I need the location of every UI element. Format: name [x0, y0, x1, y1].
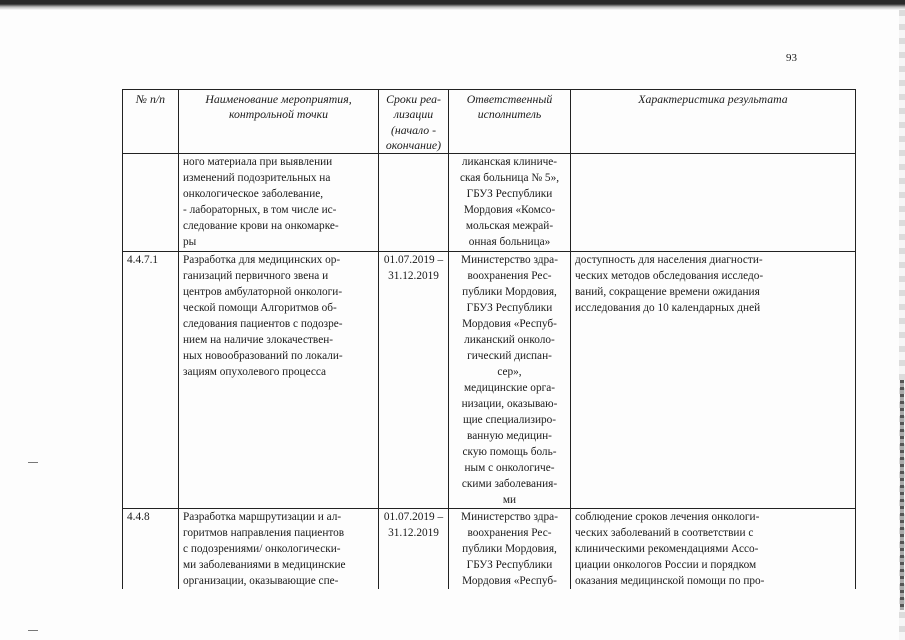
- cell-term-line: 31.12.2019: [388, 527, 439, 540]
- cell-responsible-line: воохранения Рес-: [467, 527, 552, 540]
- cell-name-line: онкологическое заболевание,: [183, 188, 324, 201]
- cell-responsible-line: Мордовия «Респуб-: [462, 317, 557, 330]
- table-row: [123, 251, 856, 509]
- cell-responsible-line: Мордовия «Комсо-: [463, 204, 556, 217]
- cell-responsible-line: ми: [502, 493, 517, 506]
- table-header-row: [123, 90, 856, 154]
- cell-name-line: следования пациентов с подозре-: [183, 317, 343, 330]
- header-num: № п/п: [123, 90, 179, 154]
- cell-num: [123, 154, 179, 251]
- page-number: 93: [786, 52, 797, 64]
- cell-responsible-line: сер»,: [497, 365, 522, 378]
- scan-edge-mark: [900, 380, 904, 610]
- scan-right-edge: [899, 10, 905, 640]
- cell-result: [571, 251, 856, 509]
- header-term-line: лизации: [393, 107, 434, 122]
- cell-name-line: ры: [183, 236, 197, 249]
- cell-name-line: следование крови на онкомарке-: [183, 220, 339, 233]
- cell-responsible: [449, 251, 571, 509]
- cell-term: [379, 509, 449, 590]
- cell-responsible-line: ГБУЗ Республики: [466, 188, 553, 201]
- cell-responsible-line: скими заболевания-: [461, 477, 558, 490]
- cell-term-line: 01.07.2019 –: [383, 511, 444, 523]
- cell-name-line: ного материала при выявлении: [183, 156, 333, 169]
- cell-name-line: изменений подозрительных на: [183, 172, 331, 185]
- cell-responsible-line: медицинские орга-: [463, 381, 556, 394]
- cell-responsible-line: Министерство здра-: [461, 253, 558, 266]
- cell-name-line: организации, оказывающие спе-: [183, 575, 339, 588]
- scan-margin-mark: [28, 630, 38, 631]
- cell-num: 4.4.7.1: [123, 251, 179, 509]
- cell-name-line: с подозрениями/ онкологически-: [183, 543, 341, 556]
- cell-responsible-line: скую помощь боль-: [462, 445, 557, 458]
- cell-result-line: циации онкологов России и порядком: [575, 559, 757, 572]
- table-row: [123, 509, 856, 590]
- cell-responsible-line: онная больница»: [468, 236, 551, 249]
- cell-responsible: [449, 154, 571, 251]
- cell-responsible-line: ская больница № 5»,: [459, 172, 560, 185]
- cell-result-line: соблюдение сроков лечения онкологи-: [575, 511, 760, 523]
- cell-result-line: исследования до 10 календарных дней: [575, 301, 761, 314]
- cell-responsible-line: публики Мордовия,: [462, 285, 557, 298]
- cell-responsible-line: ГБУЗ Республики: [466, 301, 553, 314]
- cell-responsible-line: Министерство здра-: [461, 511, 558, 523]
- cell-name-line: - лабораторных, в том числе ис-: [183, 204, 337, 217]
- cell-responsible-line: воохранения Рес-: [467, 269, 552, 282]
- cell-responsible-line: публики Мордовия,: [462, 543, 557, 556]
- header-responsible-line: Ответственный: [466, 92, 553, 106]
- header-name-line: контрольной точки: [228, 107, 329, 122]
- cell-responsible-line: низации, оказываю-: [461, 397, 558, 410]
- cell-responsible-line: ным с онкологиче-: [464, 461, 555, 474]
- cell-term: [379, 154, 449, 251]
- header-term-line: Сроки реа-: [386, 92, 441, 106]
- cell-responsible: [449, 509, 571, 590]
- header-name: [179, 90, 379, 154]
- cell-result-line: оказания медицинской помощи по про-: [575, 575, 765, 588]
- header-responsible-line: исполнитель: [477, 107, 542, 122]
- cell-result-line: ваний, сокращение времени ожидания: [575, 285, 760, 298]
- cell-name-line: Разработка для медицинских ор-: [183, 253, 341, 266]
- cell-name: [179, 251, 379, 509]
- cell-term: [379, 251, 449, 509]
- cell-result-line: ческих методов обследования исследо-: [575, 269, 764, 282]
- cell-num: 4.4.8: [123, 509, 179, 590]
- header-name-line: Наименование мероприятия,: [205, 92, 352, 106]
- cell-result-line: ческих заболеваний в соответствии с: [575, 527, 754, 540]
- cell-name-line: зациям опухолевого процесса: [183, 365, 327, 378]
- cell-responsible-line: щие специализиро-: [462, 413, 557, 426]
- cell-result-line: клиническими рекомендациями Ассо-: [575, 543, 759, 556]
- cell-name-line: горитмов направления пациентов: [183, 527, 345, 540]
- cell-responsible-line: ликанский онколо-: [464, 333, 555, 346]
- cell-responsible-line: ванную медицин-: [467, 429, 552, 442]
- measures-table: [122, 89, 856, 589]
- cell-name-line: ных новообразований по локали-: [183, 349, 343, 362]
- table-row: [123, 154, 856, 251]
- cell-name: [179, 509, 379, 590]
- header-result: Характеристика результата: [571, 90, 856, 154]
- cell-result: [571, 509, 856, 590]
- cell-responsible-line: ГБУЗ Республики: [466, 559, 553, 572]
- cell-name-line: Разработка маршрутизации и ал-: [183, 511, 342, 523]
- cell-responsible-line: Мордовия «Респуб-: [462, 575, 557, 588]
- cell-responsible-line: мольская межрай-: [465, 220, 554, 233]
- cell-responsible-line: гический диспан-: [467, 349, 552, 362]
- scan-margin-mark: [28, 462, 38, 463]
- cell-term-line: 31.12.2019: [388, 269, 439, 282]
- header-term: [379, 90, 449, 154]
- header-responsible: [449, 90, 571, 154]
- cell-name-line: нием на наличие злокачествен-: [183, 333, 334, 346]
- cell-name-line: ганизаций первичного звена и: [183, 269, 329, 282]
- header-term-line: окончание): [385, 137, 442, 152]
- cell-name-line: ческой помощи Алгоритмов об-: [183, 301, 337, 314]
- header-term-line: (начало -: [390, 122, 437, 137]
- cell-responsible-line: ликанская клиниче-: [461, 156, 558, 169]
- cell-name: [179, 154, 379, 251]
- scan-top-edge: [0, 0, 905, 10]
- cell-name-line: центров амбулаторной онкологи-: [183, 285, 343, 298]
- cell-name-line: ми заболеваниями в медицинские: [183, 559, 346, 572]
- cell-result: [571, 154, 856, 251]
- cell-result-line: доступность для населения диагности-: [575, 253, 763, 266]
- cell-term-line: 01.07.2019 –: [383, 253, 444, 266]
